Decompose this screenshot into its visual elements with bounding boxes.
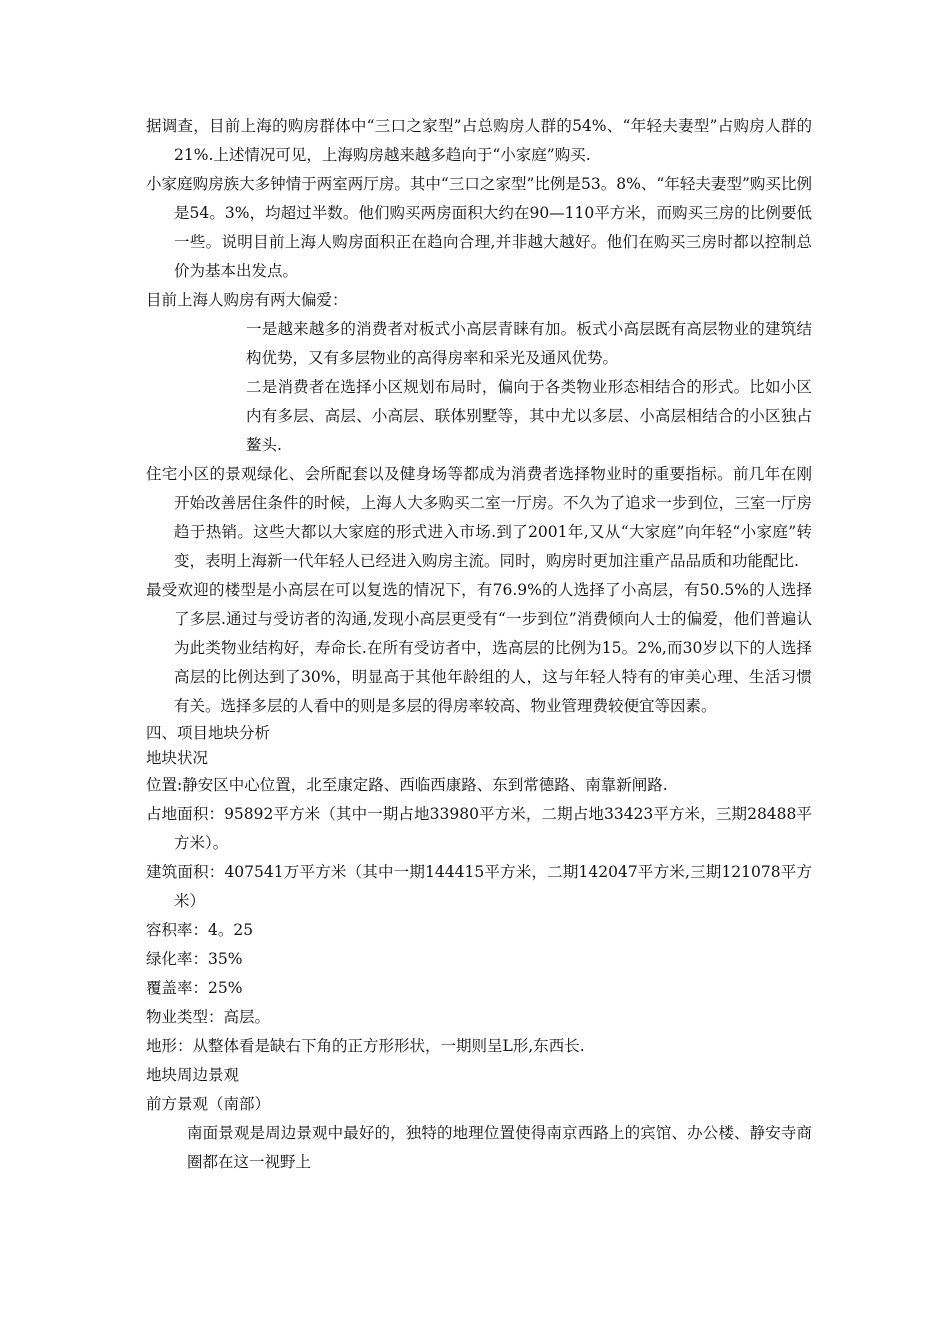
paragraph-landscape: 住宅小区的景观绿化、会所配套以及健身场等都成为消费者选择物业时的重要指标。前几年在刚开始改善居住条件的时候，上海人大多购买二室一厅房。不久为了追求一步到位，三室一厅房趋于热销。这些大都以大家庭的形式进入市场.到了2001年,又从“大家庭”向年轻“小家庭”转变，表明上海新一代年轻人已经进入购房主流。同时，购房时更加注重产品品质和功能配比. xyxy=(146,465,812,570)
item-property-type: 物业类型：高层。 xyxy=(146,1008,271,1026)
heading-front-landscape: 前方景观（南部） xyxy=(146,1095,271,1113)
item-terrain: 地形：从整体看是缺右下角的正方形形状，一期则呈L形,东西长. xyxy=(146,1037,585,1055)
paragraph-south-view: 南面景观是周边景观中最好的，独特的地理位置使得南京西路上的宾馆、办公楼、静安寺商圈都在这一视野上 xyxy=(187,1124,812,1171)
paragraph-popular-building: 最受欢迎的楼型是小高层在可以复选的情况下，有76.9%的人选择了小高层，有50.5%的人选择了多层.通过与受访者的沟通,发现小高层更受有“一步到位”消费倾向人士的偏爱，他们普遍认为此类物业结构好，寿命长.在所有受访者中，选高层的比例为15。2%,而30岁以下的人选择高层的比例达到了30%，明显高于其他年龄组的人，这与年轻人特有的审美心理、生活习惯有关。选择多层的人看中的则是多层的得房率较高、物业管理费较便宜等因素。 xyxy=(146,581,812,715)
paragraph-preference-two: 二是消费者在选择小区规划布局时，偏向于各类物业形态相结合的形式。比如小区内有多层、高层、小高层、联体别墅等，其中尤以多层、小高层相结合的小区独占鳌头. xyxy=(246,378,812,454)
item-building-area: 建筑面积：407541万平方米（其中一期144415平方米，二期142047平方米,三期121078平方米） xyxy=(146,863,812,910)
paragraph-small-family: 小家庭购房族大多钟情于两室两厅房。其中“三口之家型”比例是53。8%、“年轻夫妻型”购买比例是54。3%，均超过半数。他们购买两房面积大约在90—110平方米，而购买三房的比例要低一些。说明目前上海人购房面积正在趋向合理,并非越大越好。他们在购买三房时都以控制总价为基本出发点。 xyxy=(146,175,812,280)
item-coverage-ratio: 覆盖率：25% xyxy=(146,979,243,997)
paragraph-survey: 据调查，目前上海的购房群体中“三口之家型”占总购房人群的54%、“年轻夫妻型”占购房人群的21%.上述情况可见，上海购房越来越多趋向于“小家庭”购买. xyxy=(146,117,812,164)
paragraph-preferences-intro: 目前上海人购房有两大偏爱： xyxy=(146,291,348,309)
section-heading-site-analysis: 四、项目地块分析 xyxy=(146,724,271,742)
heading-site-status: 地块状况 xyxy=(146,749,209,767)
item-location: 位置:静安区中心位置，北至康定路、西临西康路、东到常德路、南靠新闸路. xyxy=(146,776,668,794)
paragraph-preference-one: 一是越来越多的消费者对板式小高层青睐有加。板式小高层既有高层物业的建筑结构优势，又有多层物业的高得房率和采光及通风优势。 xyxy=(246,320,812,367)
document-body xyxy=(146,112,812,1177)
item-plot-ratio: 容积率：4。25 xyxy=(146,921,254,939)
heading-surrounding-landscape: 地块周边景观 xyxy=(146,1066,240,1084)
item-land-area: 占地面积：95892平方米（其中一期占地33980平方米，二期占地33423平方米，三期28488平方米）。 xyxy=(146,805,812,852)
item-green-ratio: 绿化率：35% xyxy=(146,950,243,968)
